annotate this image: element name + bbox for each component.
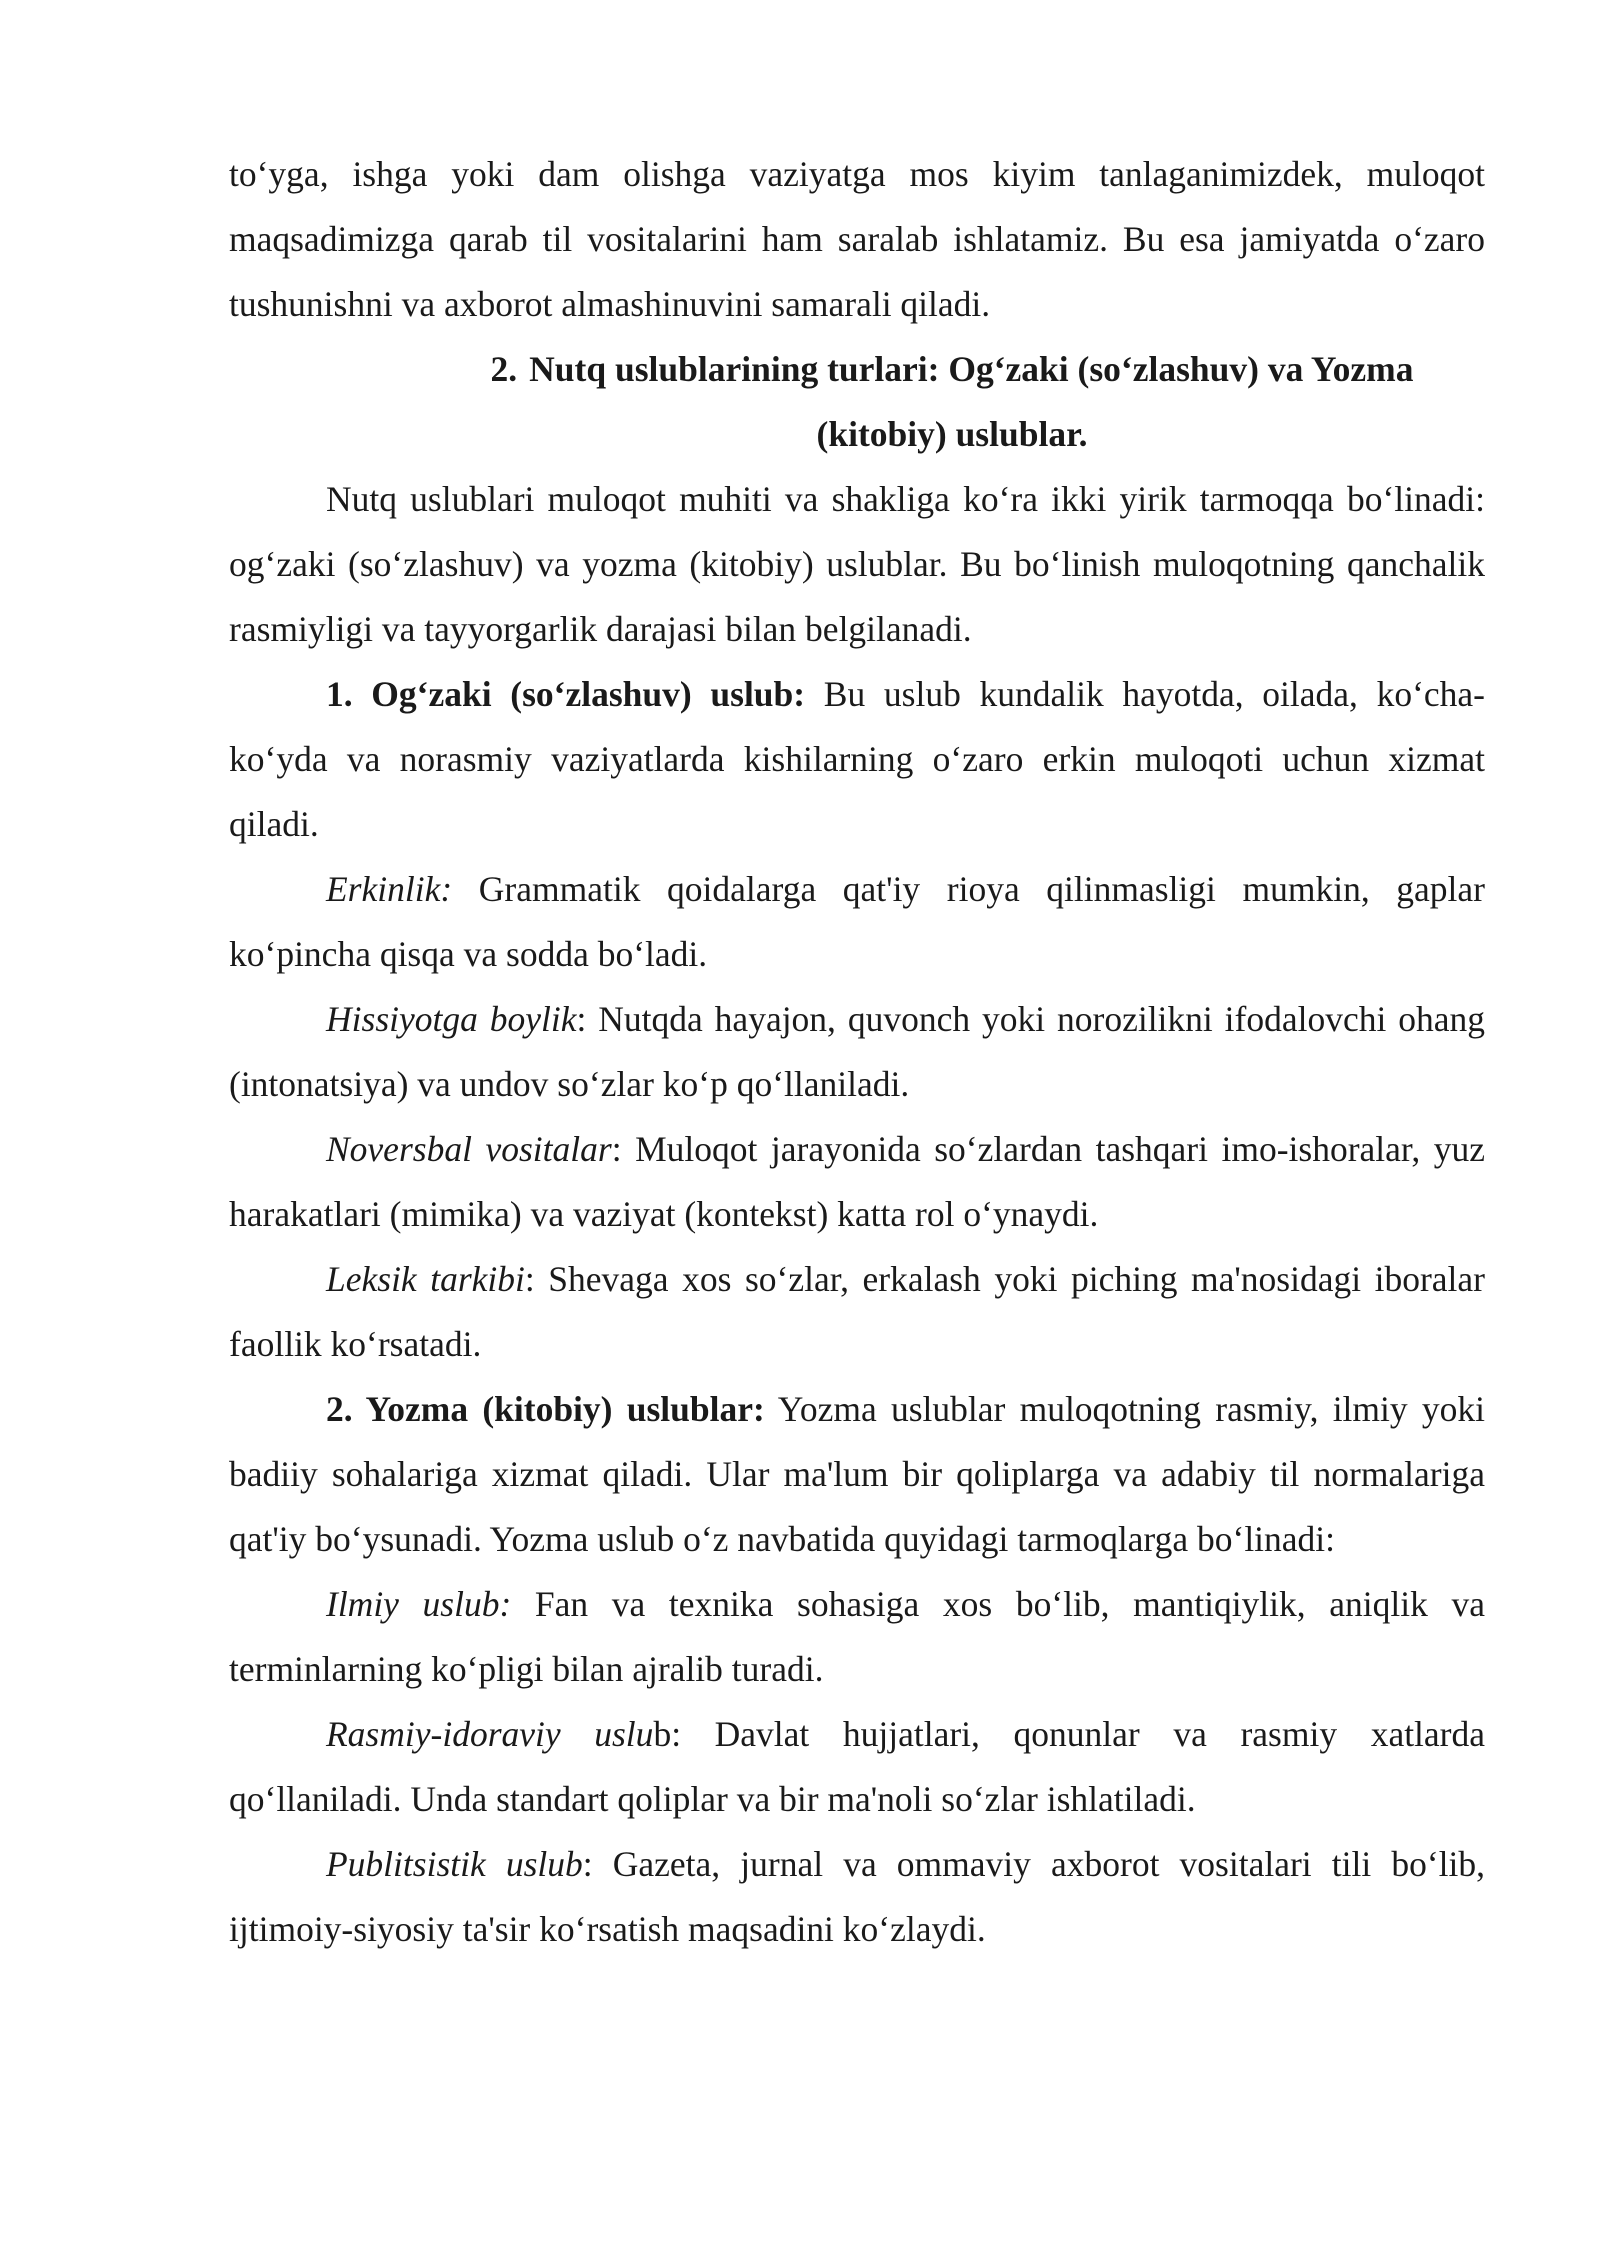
branch-text: b: Davlat hujjatlari, qonunlar va rasmiy xatlarda qo‘llaniladi. Unda standart qoliplar va bir ma'noli so‘zlar ishlatiladi. [229, 1714, 1486, 1819]
written-branch-rasmiy [229, 1702, 1485, 1832]
branch-text: Fan va texnika sohasiga xos bo‘lib, mantiqiylik, aniqlik va terminlarning ko‘pligi bilan ajralib turadi. [229, 1584, 1485, 1689]
oral-feature-hissiyot [229, 987, 1485, 1117]
written-style-paragraph [229, 1377, 1485, 1572]
section-heading [229, 337, 1485, 467]
oral-feature-erkinlik [229, 857, 1485, 987]
document-page [229, 142, 1485, 1962]
feature-term: Leksik tarkibi [326, 1259, 525, 1299]
branch-term: Ilmiy uslub: [326, 1584, 512, 1624]
section-number: 2. [490, 349, 518, 389]
oral-style-heading: 1. Og‘zaki (so‘zlashuv) uslub: [326, 674, 806, 714]
oral-style-text: Bu uslub kundalik hayotda, oilada, ko‘cha-ko‘yda va norasmiy vaziyatlarda kishilarning o‘zaro erkin muloqoti uchun xizmat qiladi. [229, 674, 1485, 844]
feature-text: : Shevaga xos so‘zlar, erkalash yoki piching ma'nosidagi iboralar faollik ko‘rsatadi. [229, 1259, 1485, 1364]
oral-style-paragraph [229, 662, 1485, 857]
oral-feature-leksik [229, 1247, 1485, 1377]
written-style-heading: 2. Yozma (kitobiy) uslublar: [326, 1389, 765, 1429]
oral-feature-noverbal [229, 1117, 1485, 1247]
feature-text: Grammatik qoidalarga qat'iy rioya qilinmasligi mumkin, gaplar ko‘pincha qisqa va sodda bo‘ladi. [229, 869, 1485, 974]
written-style-text: Yozma uslublar muloqotning rasmiy, ilmiy yoki badiiy sohalariga xizmat qiladi. Ular ma'lum bir qoliplarga va adabiy til normalariga qat'iy bo‘ysunadi. Yozma uslub o‘z navbatida quyidagi tarmoqlarga bo‘linadi: [229, 1389, 1485, 1559]
branch-term: Publitsistik uslub [326, 1844, 583, 1884]
written-branch-ilmiy [229, 1572, 1485, 1702]
feature-text: : Nutqda hayajon, quvonch yoki norozilikni ifodalovchi ohang (intonatsiya) va undov so‘zlar ko‘p qo‘llaniladi. [229, 999, 1486, 1104]
branch-text: : Gazeta, jurnal va ommaviy axborot vositalari tili bo‘lib, ijtimoiy-siyosiy ta'sir ko‘rsatish maqsadini ko‘zlaydi. [229, 1844, 1485, 1949]
section-title-line1: Nutq uslublarining turlari: Og‘zaki (so‘zlashuv) va Yozma [529, 349, 1414, 389]
section-title-line2: (kitobiy) uslublar. [816, 414, 1088, 454]
branch-term: Rasmiy-idoraviy uslu [326, 1714, 654, 1754]
overview-paragraph: Nutq uslublari muloqot muhiti va shakliga ko‘ra ikki yirik tarmoqqa bo‘linadi: og‘zaki (so‘zlashuv) va yozma (kitobiy) uslublar. Bu bo‘linish muloqotning qanchalik rasmiyligi va tayyorgarlik darajasi bilan belgilanadi. [229, 479, 1485, 649]
written-branch-publitsistik [229, 1832, 1485, 1962]
feature-term: Hissiyotga boylik [326, 999, 577, 1039]
feature-term: Erkinlik: [326, 869, 453, 909]
feature-text: : Muloqot jarayonida so‘zlardan tashqari imo-ishoralar, yuz harakatlari (mimika) va vaziyat (kontekst) katta rol o‘ynaydi. [229, 1129, 1485, 1234]
intro-paragraph: to‘yga, ishga yoki dam olishga vaziyatga mos kiyim tanlaganimizdek, muloqot maqsadimizga qarab til vositalarini ham saralab ishlatamiz. Bu esa jamiyatda o‘zaro tushunishni va axborot almashinuvini samarali qiladi. [229, 154, 1485, 324]
feature-term: Noversbal vositalar [326, 1129, 612, 1169]
